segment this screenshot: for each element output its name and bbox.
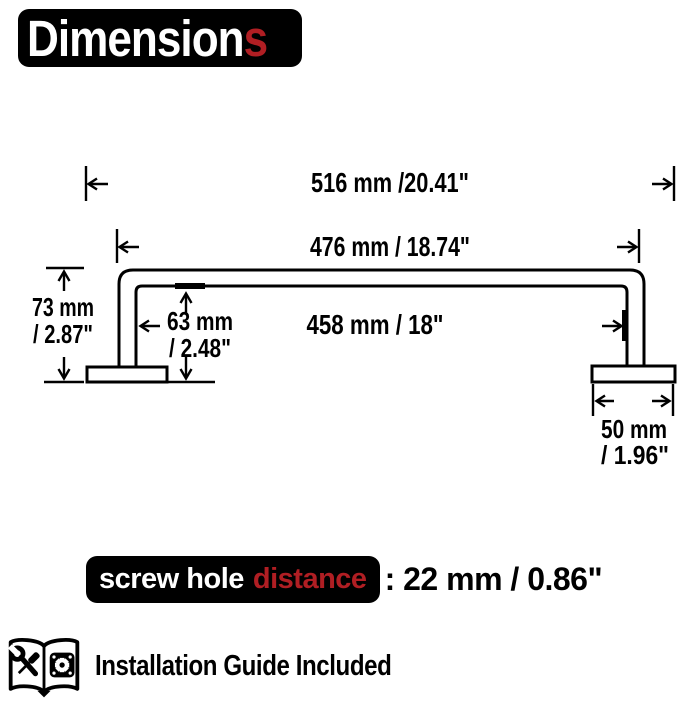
installation-guide-label: Installation Guide Included <box>95 649 392 682</box>
dimension-base-width <box>593 384 673 416</box>
screw-hole-mark-top <box>175 283 205 289</box>
left-base-plate <box>87 367 167 382</box>
dimensions-title-box <box>18 9 302 67</box>
distance-label: distance <box>252 563 367 595</box>
right-base-plate <box>592 366 675 382</box>
screw-hole-label: screw hole <box>99 563 244 595</box>
gear-icon <box>50 653 75 678</box>
title-accent: s <box>243 8 268 68</box>
inner-drop-in-label: / 2.48" <box>169 333 231 363</box>
screw-hole-distance-row <box>86 556 602 603</box>
installation-guide-row <box>4 634 452 698</box>
base-width-in-label: / 1.96" <box>601 440 669 470</box>
overall-width-label: 516 mm /20.41" <box>311 167 469 198</box>
page-title <box>27 8 268 68</box>
title-main: Dimension <box>27 8 244 68</box>
base-width-mm-label: 50 mm <box>601 414 667 444</box>
screw-hole-distance-value: : 22 mm / 0.86" <box>384 561 603 597</box>
open-book-icon <box>4 634 84 698</box>
towel-bar-dimension-diagram <box>0 150 679 480</box>
inner-drop-mm-label: 63 mm <box>167 306 233 336</box>
inner-width-label: 458 mm / 18" <box>306 309 444 340</box>
post-height-mm-label: 73 mm <box>32 292 94 322</box>
bar-width-label: 476 mm / 18.74" <box>310 231 470 262</box>
screw-hole-distance-box <box>86 556 380 603</box>
post-height-in-label: / 2.87" <box>33 319 93 349</box>
